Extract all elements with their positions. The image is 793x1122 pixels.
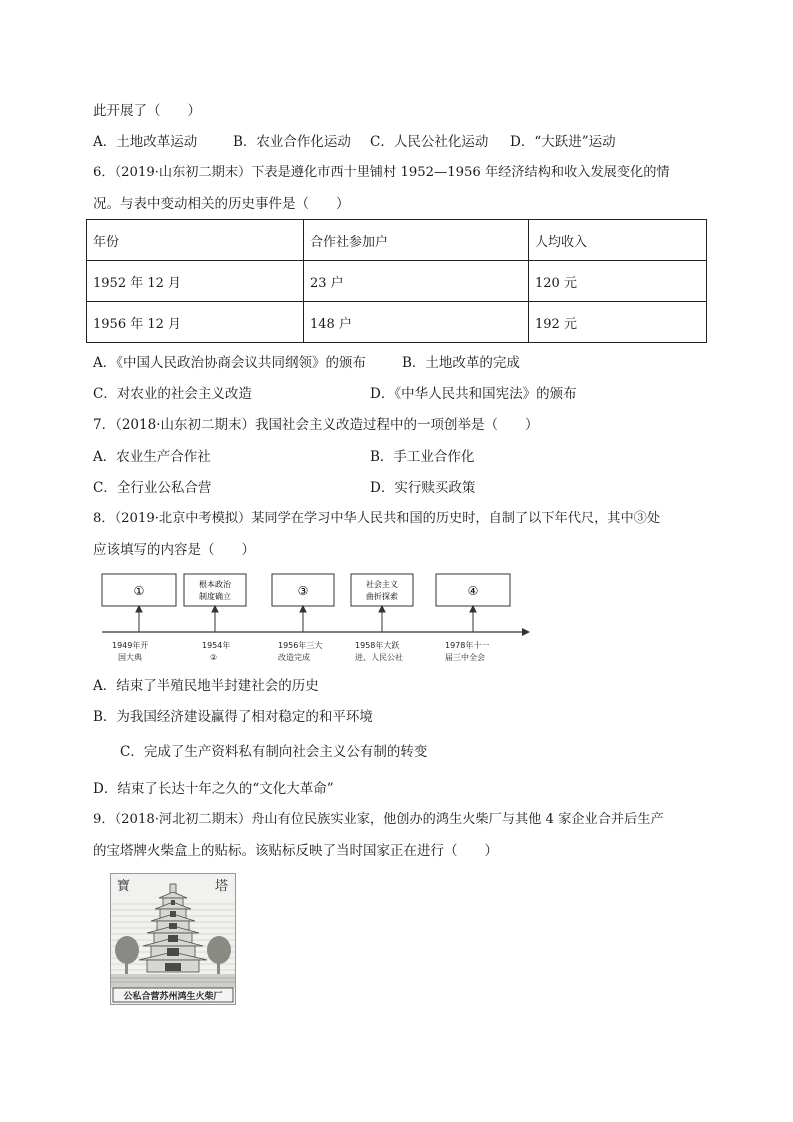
- timeline-label-2b: ②: [210, 653, 218, 662]
- q8-option-d[interactable]: D．结束了长达十年之久的“文化大革命”: [93, 781, 334, 797]
- table-cell: 23 户: [304, 261, 529, 302]
- q7-option-d[interactable]: D．实行赎买政策: [370, 480, 476, 496]
- q8-stem-line1: 8．（2019·北京中考模拟）某同学在学习中华人民共和国的历史时，自制了以下年代尺，其中③处: [93, 511, 661, 526]
- q7-option-c[interactable]: C．全行业公私合营: [93, 480, 212, 496]
- q7-option-a[interactable]: A．农业生产合作社: [93, 449, 211, 465]
- q6-option-d[interactable]: D．《中华人民共和国宪法》的颁布: [370, 386, 577, 402]
- timeline-box-5-text: ④: [467, 584, 479, 598]
- q6-option-b[interactable]: B．土地改革的完成: [402, 355, 520, 371]
- timeline-label-4a: 1958年大跃: [355, 641, 400, 650]
- stamp-char-right: 塔: [215, 879, 229, 894]
- table-row: [87, 261, 707, 302]
- q5-option-b[interactable]: B．农业合作化运动: [233, 134, 351, 150]
- q7-option-b[interactable]: B．手工业合作化: [370, 449, 475, 465]
- q6-option-a[interactable]: A．《中国人民政治协商会议共同纲领》的颁布: [93, 355, 366, 371]
- timeline-label-5b: 届三中全会: [445, 653, 485, 662]
- q5-option-c[interactable]: C．人民公社化运动: [370, 134, 489, 150]
- matchbox-label-image: [110, 873, 236, 1005]
- stamp-banner-text: 公私合营苏州鸿生火柴厂: [123, 992, 223, 1002]
- timeline-box-2: [184, 574, 246, 606]
- q7-stem: 7．（2018·山东初二期末）我国社会主义改造过程中的一项创举是（ ）: [93, 417, 539, 433]
- q5-tail: 此开展了（ ）: [93, 103, 201, 119]
- q9-stem-line2: 的宝塔牌火柴盒上的贴标。该贴标反映了当时国家正在进行（ ）: [93, 843, 498, 859]
- timeline-box-4-text-1: 社会主义: [366, 580, 398, 589]
- timeline-box-4: [351, 574, 413, 606]
- table-cell: 1956 年 12 月: [87, 302, 304, 343]
- timeline-label-5a: 1978年十一: [445, 641, 490, 650]
- table-header-income: 人均收入: [529, 220, 707, 261]
- q8-timeline: [98, 566, 538, 676]
- timeline-box-1-text: ①: [133, 584, 145, 598]
- q5-option-a[interactable]: A．土地改革运动: [93, 134, 198, 150]
- q6-stem-line1: 6．（2019·山东初二期末）下表是遵化市西十里铺村 1952—1956 年经济结构和收入发展变化的情: [93, 165, 670, 180]
- timeline-box-2-text-2: 制度确立: [199, 592, 231, 601]
- table-cell: 120 元: [529, 261, 707, 302]
- pagoda-illustration: [111, 874, 235, 1004]
- timeline-label-1a: 1949年开: [112, 641, 149, 650]
- timeline-box-2-text-1: 根本政治: [199, 580, 231, 589]
- q8-option-c[interactable]: C．完成了生产资料私有制向社会主义公有制的转变: [120, 744, 428, 760]
- q6-stem-line2: 况。与表中变动相关的历史事件是（ ）: [93, 196, 350, 212]
- q8-stem-line2: 应该填写的内容是（ ）: [93, 542, 255, 558]
- timeline-label-4b: 进、人民公社: [355, 653, 403, 662]
- table-cell: 192 元: [529, 302, 707, 343]
- q6-option-c[interactable]: C．对农业的社会主义改造: [93, 386, 252, 402]
- table-header-coop: 合作社参加户: [304, 220, 529, 261]
- timeline-label-1b: 国大典: [118, 653, 142, 662]
- q9-stem-line1: 9．（2018·河北初二期末）舟山有位民族实业家，他创办的鸿生火柴厂与其他 4 家企业合并后生产: [93, 812, 664, 827]
- timeline-axis-arrow: [522, 628, 530, 636]
- q8-option-a[interactable]: A．结束了半殖民地半封建社会的历史: [93, 678, 319, 694]
- timeline-box-4-text-2: 曲折探索: [366, 592, 398, 601]
- table-header-row: [87, 220, 707, 261]
- timeline-label-3b: 改造完成: [278, 653, 310, 662]
- table-cell: 148 户: [304, 302, 529, 343]
- q8-option-b[interactable]: B．为我国经济建设赢得了相对稳定的和平环境: [93, 709, 373, 725]
- timeline-label-2a: 1954年: [202, 641, 231, 650]
- table-header-year: 年份: [87, 220, 304, 261]
- stamp-char-left: 寶: [117, 879, 131, 894]
- q6-table: [86, 219, 707, 343]
- timeline-box-3-text: ③: [297, 584, 309, 598]
- q5-option-d[interactable]: D．“大跃进”运动: [510, 134, 616, 150]
- table-row: [87, 302, 707, 343]
- timeline-label-3a: 1956年三大: [278, 641, 323, 650]
- table-cell: 1952 年 12 月: [87, 261, 304, 302]
